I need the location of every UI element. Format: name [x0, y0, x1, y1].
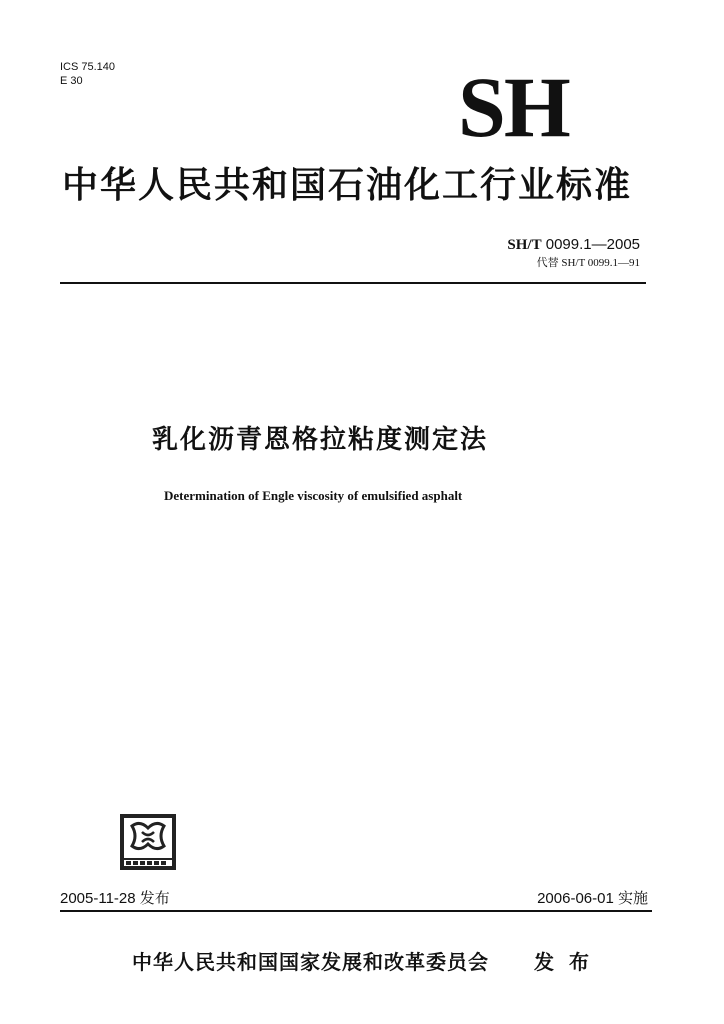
ics-code: ICS 75.140 [60, 61, 116, 73]
english-title: Determination of Engle viscosity of emulsified asphalt [164, 488, 463, 503]
standard-number [507, 236, 640, 254]
replaces-standard: 代替 SH/T 0099.1—91 [536, 257, 640, 269]
standard-number-value: 0099.1—2005 [545, 236, 640, 253]
publisher-emblem-icon [118, 812, 178, 872]
sh-logo: SH [458, 59, 569, 155]
ics-classification [60, 60, 115, 88]
publish-label: 发 布 [534, 950, 593, 974]
class-code: E 30 [60, 75, 83, 87]
standard-code: SH/T [507, 237, 542, 253]
issue-date: 2005-11-28 发布 [60, 890, 170, 907]
organization-title: 中华人民共和国石油化工行业标准 [62, 165, 633, 206]
publisher: 中华人民共和国国家发展和改革委员会 [132, 950, 489, 974]
bottom-divider [60, 910, 652, 912]
top-divider [60, 282, 646, 284]
implementation-date: 2006-06-01 实施 [537, 890, 648, 907]
chinese-title: 乳化沥青恩格拉粘度测定法 [152, 425, 489, 455]
